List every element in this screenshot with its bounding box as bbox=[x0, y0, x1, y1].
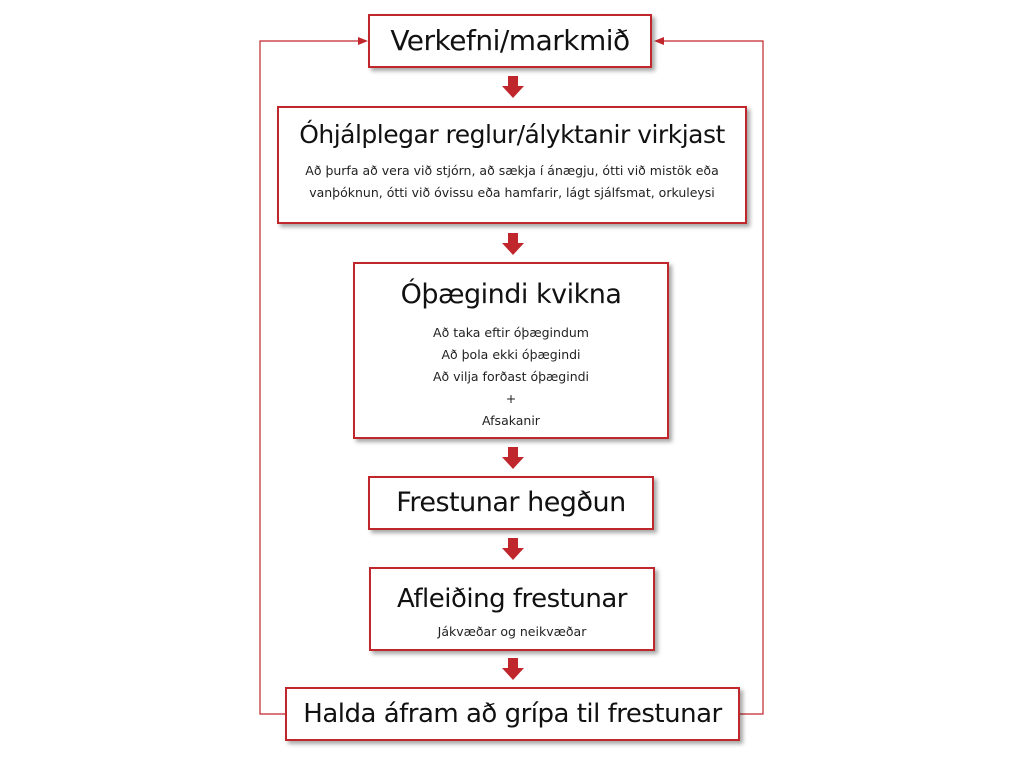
down-arrow-icon bbox=[502, 658, 524, 680]
node-goal-title: Verkefni/markmið bbox=[390, 24, 630, 57]
node-rules-title: Óhjálplegar reglur/ályktanir virkjast bbox=[299, 120, 725, 149]
node-consequence-title: Afleiðing frestunar bbox=[397, 584, 627, 614]
down-arrow-icon bbox=[502, 233, 524, 255]
node-discomfort-line-1: Að taka eftir óþægindum bbox=[433, 325, 589, 340]
down-arrow-icon bbox=[502, 447, 524, 469]
node-discomfort bbox=[353, 262, 669, 439]
node-discomfort-line-5: Afsakanir bbox=[482, 413, 540, 428]
node-discomfort-line-2: Að þola ekki óþægindi bbox=[441, 347, 581, 362]
node-consequence-line-1: Jákvæðar og neikvæðar bbox=[437, 624, 587, 639]
node-discomfort-line-3: Að vilja forðast óþægindi bbox=[432, 369, 590, 384]
node-continue bbox=[285, 687, 740, 741]
down-arrow-icon bbox=[502, 538, 524, 560]
down-arrow-icon bbox=[502, 76, 524, 98]
right-loop-arrowhead bbox=[654, 37, 664, 45]
node-behavior-title: Frestunar hegðun bbox=[396, 487, 626, 518]
node-rules-line-1: Að þurfa að vera við stjórn, að sækja í ánægju, ótti við mistök eða bbox=[305, 163, 719, 178]
node-rules bbox=[277, 106, 747, 224]
node-behavior bbox=[368, 476, 654, 530]
node-discomfort-line-4: + bbox=[505, 391, 517, 406]
node-continue-title: Halda áfram að grípa til frestunar bbox=[303, 699, 722, 729]
node-consequence bbox=[369, 567, 655, 651]
node-goal bbox=[368, 14, 652, 68]
left-loop-arrowhead bbox=[358, 37, 368, 45]
node-rules-line-2: vanþóknun, ótti við óvissu eða hamfarir, lágt sjálfsmat, orkuleysi bbox=[309, 185, 715, 200]
node-discomfort-title: Óþægindi kvikna bbox=[400, 279, 622, 310]
